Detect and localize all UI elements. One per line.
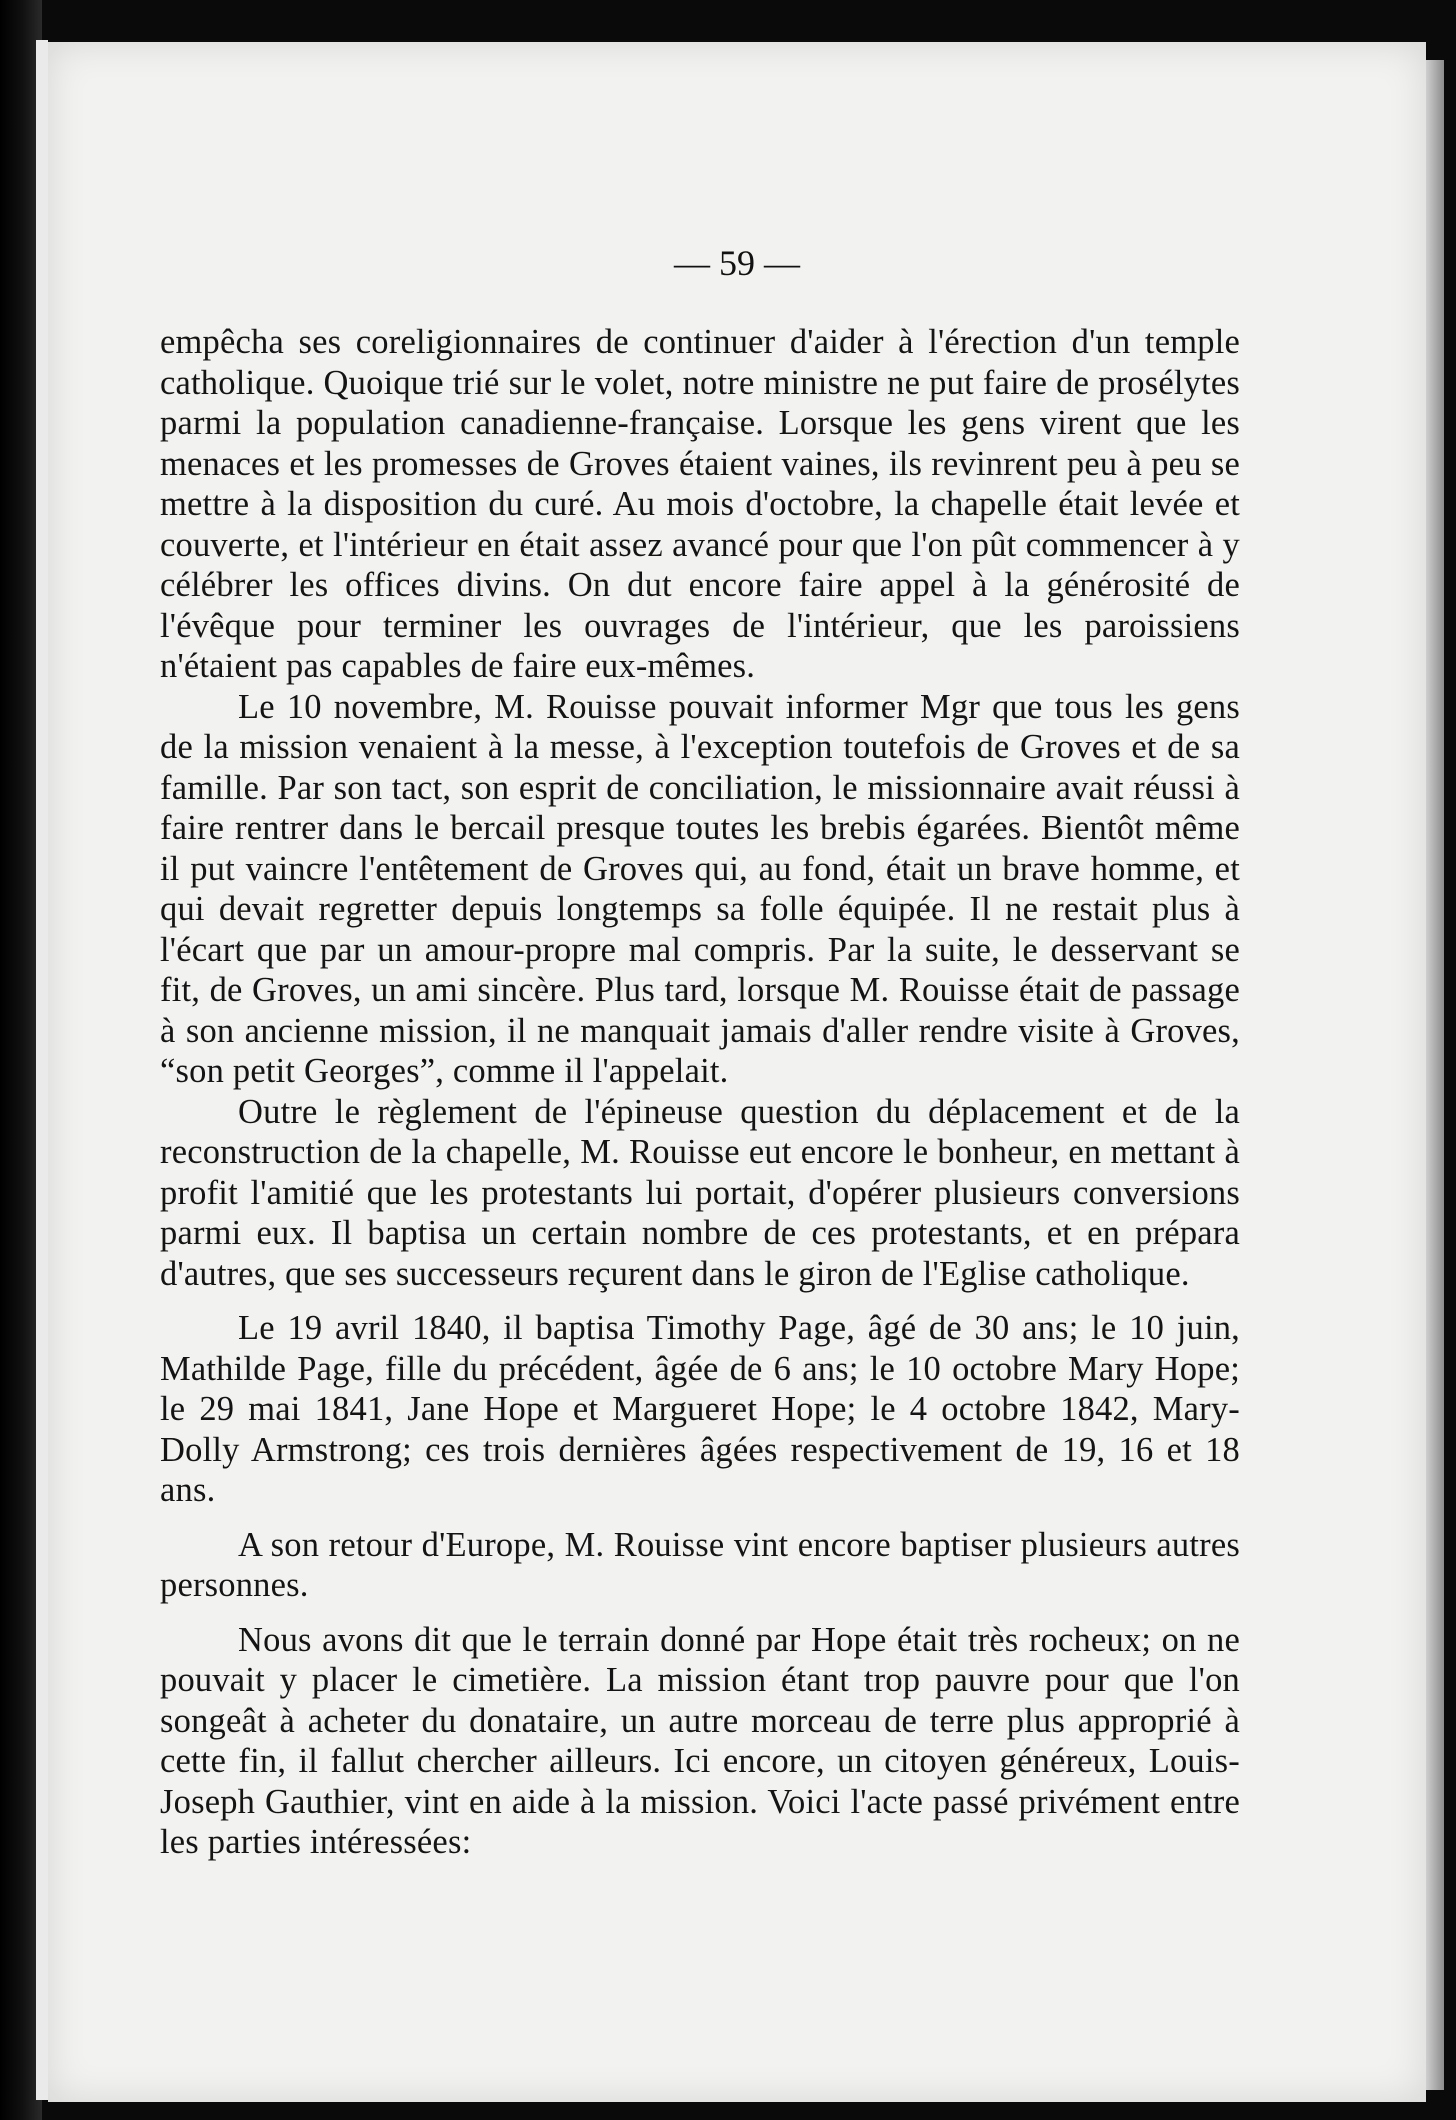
book-page <box>48 42 1426 2102</box>
paragraph-baptisms: Le 19 avril 1840, il baptisa Timothy Page, âgé de 30 ans; le 10 juin, Mathilde Page, fille du précédent, âgée de 6 ans; le 10 octobre Mary Hope; le 29 mai 1841, Jane Hope et Marguerеt Hope; le 4 octobre 1842, Mary-Dolly Armstrong; ces trois dernières âgées respectivement de 19, 16 et 18 ans. <box>160 1309 1240 1509</box>
page-number: — 59 — <box>674 243 800 283</box>
paragraph-conversions: Outre le règlement de l'épineuse question du déplacement et de la reconstruction de la chapelle, M. Rouisse eut encore le bonheur, en mettant à profit l'amitié que les protestants lui portait, d'opérer plusieurs conversions parmi eux. Il baptisa un certain nombre de ces protestants, et en prépara d'autres, que ses successeurs reçurent dans le giron de l'Eglise catholique. <box>160 1092 1240 1293</box>
left-page-edge <box>36 40 48 2100</box>
paragraph-return-europe: A son retour d'Europe, M. Rouisse vint encore baptiser plusieurs autres personnes. <box>160 1525 1240 1604</box>
paragraph-november: Le 10 novembre, M. Rouisse pouvait informer Mgr que tous les gens de la mission venaient à la messe, à l'exception toutefois de Groves et de sa famille. Par son tact, son esprit de conciliation, le missionnaire avait réussi à faire rentrer dans le bercail presque toutes les brebis égarées. Bientôt même il put vaincre l'entêtement de Groves qui, au fond, était un brave homme, et qui devait regretter depuis longtemps sa folle équipée. Il ne restait plus à l'écart que par un amour-propre mal compris. Par la suite, le desservant se fit, de Groves, un ami sincère. Plus tard, lorsque M. Rouisse était de passage à son ancienne mission, il ne manquait jamais d'aller rendre visite à Groves, “son petit Georges”, comme il l'appelait. <box>160 687 1240 1090</box>
paragraph-cemetery: Nous avons dit que le terrain donné par Hope était très rocheux; on ne pouvait y placer le cimetière. La mission étant trop pauvre pour que l'on songeât à acheter du donataire, un autre morceau de terre plus approprié à cette fin, il fallut chercher ailleurs. Ici encore, un citoyen généreux, Louis-Joseph Gauthier, vint en aide à la mission. Voici l'acte passé privément entre les parties intéressées: <box>160 1620 1240 1861</box>
body-text <box>160 322 1240 1863</box>
paragraph-continued: empêcha ses coreligionnaires de continuer d'aider à l'érection d'un temple catholique. Quoique trié sur le volet, notre ministre ne put faire de prosélytes parmi la population canadienne-française. Lorsque les gens virent que les menaces et les promesses de Groves étaient vaines, ils revinrent peu à peu se mettre à la disposition du curé. Au mois d'octobre, la chapelle était levée et couverte, et l'intérieur en était assez avancé pour que l'on pût commencer à y célébrer les offices divins. On dut encore faire appel à la générosité de l'évêque pour terminer les ouvrages de l'intérieur, que les paroissiens n'étaient pas capables de faire eux-mêmes. <box>160 323 1240 685</box>
right-page-edge <box>1426 60 1444 2090</box>
